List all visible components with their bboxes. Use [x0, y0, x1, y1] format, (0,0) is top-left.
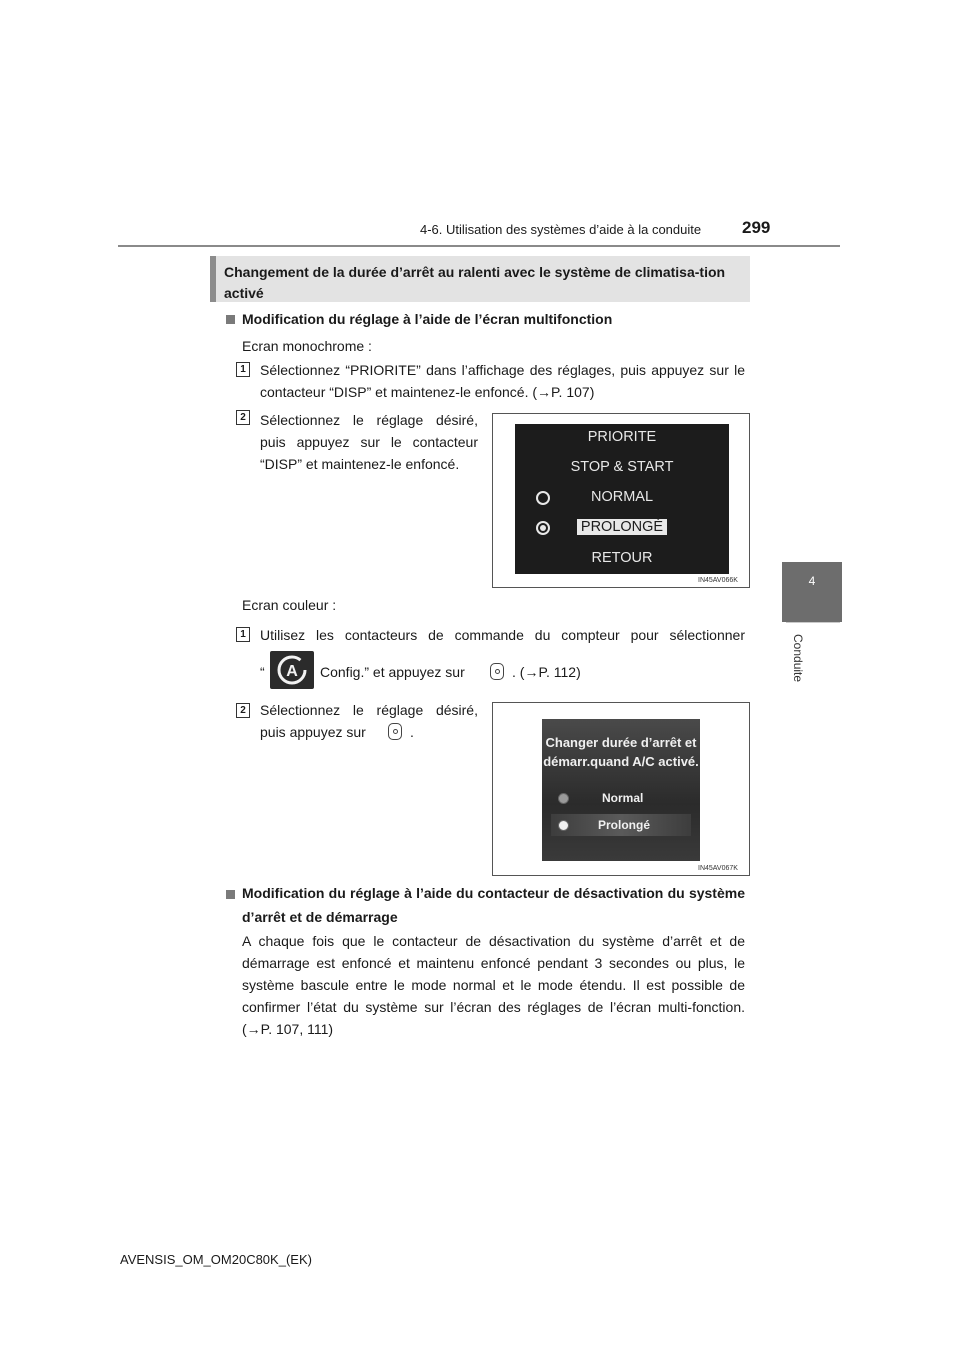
- radio-selected-icon: [558, 820, 569, 831]
- step-number-2: 2: [236, 703, 250, 718]
- step-number-1: 1: [236, 362, 250, 377]
- mono-step-2: Sélectionnez le réglage désiré, puis appuyez sur le contacteur “DISP” et maintenez-le enfoncé.: [260, 412, 478, 472]
- figure-code: IN45AV067K: [698, 865, 738, 872]
- mono-step-1: Sélectionnez “PRIORITE” dans l’affichage des réglages, puis appuyez sur le contacteur “DISP” et maintenez-le enfoncé. (→P. 107): [260, 362, 745, 400]
- color-step-1-config: Config.” et appuyez sur: [320, 664, 465, 680]
- chapter-number: 4: [808, 574, 816, 588]
- header-rule: [118, 245, 840, 247]
- color-option-normal: Normal: [602, 791, 644, 805]
- part2-body: A chaque fois que le contacteur de désactivation du système d’arrêt et de démarrage est enfoncé et maintenu enfoncé pendant 3 secondes ou plus, le système bascule entre le mode normal et le mode étendu. Il est possible de confirmer l’état du système sur l’écran des réglages de l’écran multi-fonction. (→P. 107, 111): [242, 933, 745, 1037]
- color-option-prolonge: Prolongé: [598, 818, 651, 832]
- color-step-2-end: .: [410, 724, 414, 740]
- color-step-1-line1: Utilisez les contacteurs de commande du compteur pour sélectionner: [260, 627, 745, 643]
- subsection-heading-switch: Modification du réglage à l’aide du contacteur de désactivation du système d’arrêt et de démarrage: [242, 885, 745, 925]
- mono-display-title: PRIORITE: [587, 429, 657, 445]
- config-icon: [270, 651, 314, 689]
- page-number: 299: [742, 218, 771, 237]
- svg-text:A: A: [286, 663, 298, 680]
- mono-option-stop-start: STOP & START: [570, 459, 674, 475]
- color-label: Ecran couleur :: [242, 597, 337, 613]
- meter-control-button-icon: [388, 723, 402, 740]
- open-quote: “: [260, 664, 265, 680]
- mono-display-figure: [492, 413, 750, 588]
- header-section-title: 4-6. Utilisation des systèmes d’aide à la conduite: [420, 222, 702, 237]
- bullet-icon: [226, 890, 235, 899]
- mono-option-prolonge-row: [515, 519, 729, 535]
- chapter-tab: [782, 562, 842, 622]
- color-option-normal-row: [551, 787, 691, 809]
- chapter-tab-divider: [786, 622, 840, 623]
- document-code: AVENSIS_OM_OM20C80K_(EK): [120, 1252, 312, 1267]
- mono-option-normal: NORMAL: [590, 489, 654, 505]
- color-step-1-ref: . (→P. 112): [512, 664, 581, 680]
- mono-display-screen: [515, 424, 729, 574]
- figure-code: IN45AV066K: [698, 577, 738, 584]
- chapter-label: Conduite: [791, 634, 805, 683]
- subsection-heading-multifunction: Modification du réglage à l’aide de l’écran multifonction: [242, 311, 613, 327]
- step-number-2: 2: [236, 410, 250, 425]
- color-option-prolonge-row: [551, 814, 691, 836]
- radio-empty-icon: [558, 793, 569, 804]
- mono-option-retour: RETOUR: [591, 550, 653, 566]
- section-heading: Changement de la durée d’arrêt au ralenti avec le système de climatisa-tion activé: [224, 264, 726, 301]
- bullet-icon: [226, 315, 235, 324]
- mono-option-prolonge: PROLONGÉ: [577, 519, 667, 535]
- color-step-2-line1: Sélectionnez le réglage désiré,: [260, 702, 478, 718]
- color-display-title-line2: démarr.quand A/C activé.: [543, 754, 699, 769]
- color-display-screen: [542, 719, 700, 861]
- step-number-1: 1: [236, 627, 250, 642]
- color-display-figure: [492, 702, 750, 876]
- meter-control-button-icon: [490, 663, 504, 680]
- color-display-title-line1: Changer durée d’arrêt et: [545, 735, 697, 750]
- color-step-2-line2: puis appuyez sur: [260, 724, 366, 740]
- mono-label: Ecran monochrome :: [242, 338, 372, 354]
